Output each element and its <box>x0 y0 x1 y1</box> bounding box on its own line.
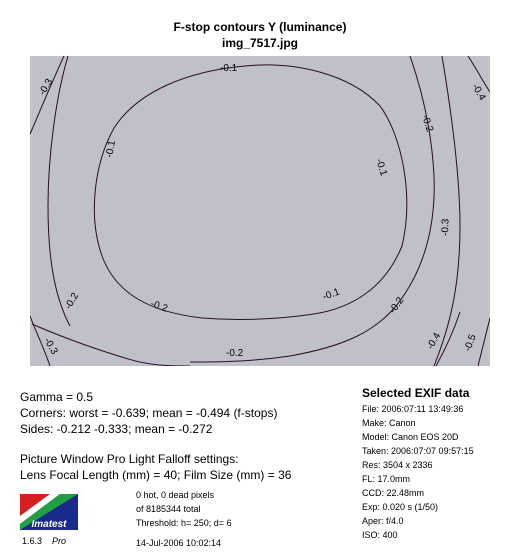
chart-title: F-stop contours Y (luminance) <box>173 20 347 34</box>
contour-label: -0.3 <box>41 336 60 357</box>
sides-text: Sides: -0.212 -0.333; mean = -0.272 <box>20 422 213 436</box>
contour-label: -0.2 <box>63 291 82 312</box>
chart-subtitle: img_7517.jpg <box>221 36 299 50</box>
gamma-text: Gamma = 0.5 <box>20 390 94 404</box>
contour-label: -0.4 <box>425 331 444 352</box>
falloff-values: Lens Focal Length (mm) = 40; Film Size (mm) = 36 <box>20 468 292 482</box>
contour-label: -0.2 <box>148 298 169 315</box>
contour-label: -0.2 <box>226 348 244 359</box>
edition-text: Pro <box>52 536 67 546</box>
contour-label: -0.1 <box>321 286 342 303</box>
exif-row: Exp: 0.020 s (1/50) <box>362 502 439 512</box>
contour-label: -0.2 <box>387 295 407 316</box>
exif-row: CCD: 22.48mm <box>362 488 425 498</box>
pixel-total-text: of 8185344 total <box>136 504 201 514</box>
contour-plot <box>30 56 490 366</box>
imatest-logo <box>20 494 78 530</box>
contour-label: -0.4 <box>469 82 488 103</box>
contour-label: -0.1 <box>373 157 389 178</box>
contour-label: -0.3 <box>37 77 56 98</box>
exif-title: Selected EXIF data <box>362 386 470 400</box>
exif-row: Make: Canon <box>362 418 416 428</box>
pixel-count-text: 0 hot, 0 dead pixels <box>136 490 215 500</box>
threshold-text: Threshold: h= 250; d= 6 <box>136 518 232 528</box>
logo-text: Imatest <box>31 519 67 530</box>
exif-row: Res: 3504 x 2336 <box>362 460 433 470</box>
version-text: 1.6.3 <box>22 536 43 546</box>
timestamp-text: 14-Jul-2006 10:02:14 <box>136 538 222 548</box>
exif-row: ISO: 400 <box>362 530 398 540</box>
falloff-title: Picture Window Pro Light Falloff settings: <box>20 452 239 466</box>
contour-label: -0.5 <box>462 333 479 354</box>
contour-label: -0.2 <box>419 113 435 134</box>
contour-label: -0.3 <box>440 218 452 237</box>
contour-label: -0.1 <box>104 139 118 159</box>
exif-row: Aper: f/4.0 <box>362 516 404 526</box>
exif-row: FL: 17.0mm <box>362 474 411 484</box>
exif-row: File: 2006:07:11 13:49:36 <box>362 404 464 414</box>
exif-row: Model: Canon EOS 20D <box>362 432 459 442</box>
contour-label: -0.1 <box>220 63 238 74</box>
corners-text: Corners: worst = -0.639; mean = -0.494 (f-stops) <box>20 406 278 420</box>
exif-row: Taken: 2006:07:07 09:57:15 <box>362 446 474 456</box>
